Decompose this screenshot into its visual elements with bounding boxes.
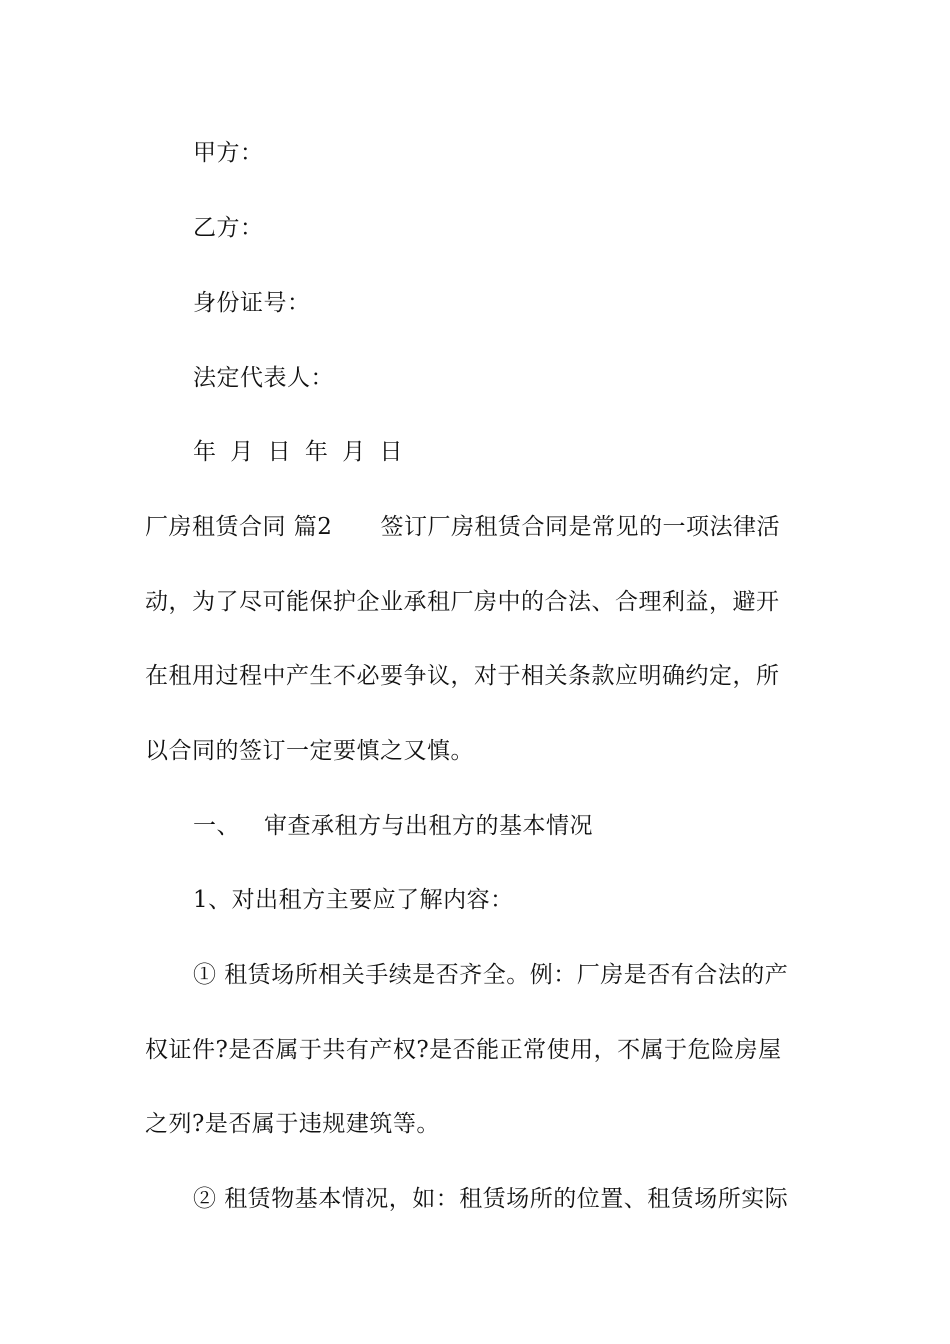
party-a-label: 甲方： xyxy=(193,140,264,166)
date-line: 年 月 日 年 月 日 xyxy=(193,439,404,465)
section-intro-line xyxy=(145,512,815,542)
heading-1-number: 一、 xyxy=(193,813,240,839)
intro-line-3: 在租用过程中产生不必要争议，对于相关条款应明确约定，所 xyxy=(145,663,780,689)
intro-line-2: 动，为了尽可能保护企业承租厂房中的合法、合理利益，避开 xyxy=(145,589,780,615)
item-1: 1、对出租方主要应了解内容： xyxy=(193,887,514,913)
legal-rep-label: 法定代表人： xyxy=(193,365,334,391)
item-1-1-line-3: 之列?是否属于违规建筑等。 xyxy=(145,1111,440,1137)
heading-1 xyxy=(193,811,863,841)
party-b-label: 乙方： xyxy=(193,215,264,241)
intro-line-1: 签订厂房租赁合同是常见的一项法律活 xyxy=(380,514,780,540)
item-1-2-line-1: ② 租赁物基本情况，如：租赁场所的位置、租赁场所实际 xyxy=(193,1186,789,1212)
item-1-1-line-2: 权证件?是否属于共有产权?是否能正常使用，不属于危险房屋 xyxy=(145,1037,782,1063)
id-number-label: 身份证号： xyxy=(193,290,311,316)
heading-1-text: 审查承租方与出租方的基本情况 xyxy=(264,813,593,839)
section-title: 厂房租赁合同 篇2 xyxy=(145,514,333,540)
intro-line-4: 以合同的签订一定要慎之又慎。 xyxy=(145,738,474,764)
item-1-1-line-1: ① 租赁场所相关手续是否齐全。例：厂房是否有合法的产 xyxy=(193,962,789,988)
